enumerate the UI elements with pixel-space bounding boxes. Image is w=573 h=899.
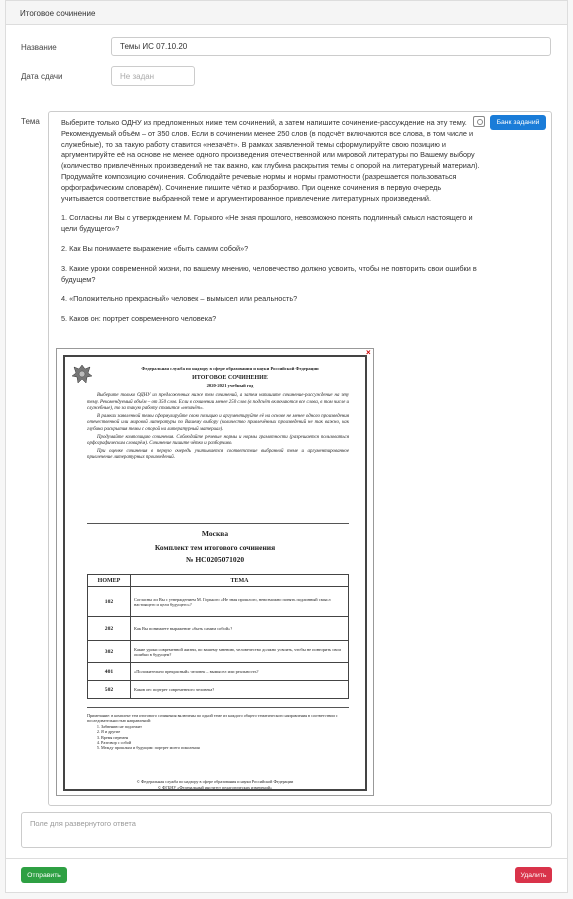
document-note-text: Примечание: в комплект тем итогового сочинения включены по одной теме из каждого общего тематического направления в соответствии с последовательностью направлений: — [87, 713, 338, 724]
panel-title: Итоговое сочинение — [6, 1, 567, 25]
essay-panel — [5, 0, 568, 893]
document-intro-4: При оценке сочинения в первую очередь учитывается соответствие выбранной теме и аргументированное привлечение литературных произведений. — [87, 448, 349, 461]
document-title: ИТОГОВОЕ СОЧИНЕНИЕ — [192, 375, 268, 381]
camera-icon[interactable] — [473, 116, 485, 127]
document-footer — [65, 779, 365, 790]
table-row — [88, 587, 349, 617]
document-intro-2: В рамках заявленной темы сформулируйте свою позицию и аргументируйте её на основе не менее одного произведения отечественной или мировой литературы по Вашему выбору (количество привлечённых произведений не так важно, как глубина раскрытия темы с опорой на литературный материал). — [87, 413, 349, 432]
document-kit: Комплект тем итогового сочинения — [154, 543, 276, 552]
list-item: 1. Забвению не подлежит — [101, 724, 349, 729]
list-item: 2. Я и другие — [101, 729, 349, 734]
document-year: 2020-2021 учебный год — [206, 383, 254, 388]
document-footer-1: © Федеральная служба по надзору в сфере образования и науки Российской Федерации — [136, 779, 294, 784]
divider — [6, 858, 567, 859]
table-cell-topic: Как Вы понимаете выражение «быть самим собой»? — [131, 617, 349, 641]
directions-list — [87, 724, 349, 751]
due-date-input[interactable]: Не задан — [111, 66, 195, 86]
table-cell-topic: «Положительно прекрасный» человек – вымысел или реальность? — [131, 663, 349, 681]
emblem-icon — [71, 363, 93, 387]
table-cell-topic: Согласны ли Вы с утверждением М. Горького «Не зная прошлого, невозможно понять подлинный смысл настоящего и цели будущего»? — [131, 587, 349, 617]
table-row — [88, 663, 349, 681]
name-label: Название — [21, 43, 57, 52]
document-intro-1: Выберите только ОДНУ из предложенных ниже тем сочинений, а затем напишите сочинение-рассуждение на эту тему. Рекомендуемый объём – от 350 слов. Если в сочинении менее 250 слов (в подсчёт включаются все слова, в том числе и служебные), то за такую работу ставится «незачёт». — [87, 393, 349, 412]
table-row — [88, 681, 349, 699]
document-page — [63, 355, 367, 791]
document-footer-2: © ФГБНУ «Федеральный институт педагогических измерений» — [157, 784, 273, 790]
task-text — [61, 118, 481, 334]
divider — [87, 707, 349, 708]
document-intro-3: Продумайте композицию сочинения. Соблюдайте речевые нормы и нормы грамотности (разрешается пользоваться орфографическим словарём). Сочинение пишите чётко и разборчиво. — [87, 434, 349, 447]
document-note — [87, 713, 349, 751]
topic-item-2: 2. Как Вы понимаете выражение «быть самим собой»? — [61, 243, 249, 253]
list-item: 4. Разговор с собой — [101, 740, 349, 745]
close-icon[interactable]: × — [366, 348, 371, 357]
list-item: 5. Между прошлым и будущим: портрет моего поколения — [101, 745, 349, 750]
document-kit-number: № НС0205071020 — [185, 555, 245, 564]
document-image — [56, 348, 374, 796]
name-input[interactable]: Темы ИС 07.10.20 — [111, 37, 551, 56]
topic-item-1: 1. Согласны ли Вы с утверждением М. Горького «Не зная прошлого, невозможно понять подлинный смысл настоящего и цели будущего»? — [61, 213, 473, 234]
table-cell-number: 401 — [88, 663, 131, 681]
column-header-number: НОМЕР — [88, 575, 131, 587]
answer-textarea[interactable]: Поле для развернутого ответа — [21, 812, 552, 848]
send-button[interactable]: Отправить — [21, 867, 67, 883]
table-cell-number: 202 — [88, 617, 131, 641]
table-cell-number: 502 — [88, 681, 131, 699]
topic-item-5: 5. Каков он: портрет современного человека? — [61, 314, 217, 324]
table-cell-number: 102 — [88, 587, 131, 617]
delete-button[interactable]: Удалить — [515, 867, 552, 883]
table-row — [88, 617, 349, 641]
due-date-label: Дата сдачи — [21, 72, 63, 81]
table-header-row — [88, 575, 349, 587]
table-cell-number: 302 — [88, 641, 131, 663]
table-cell-topic: Каков он: портрет современного человека? — [131, 681, 349, 699]
document-org: Федеральная служба по надзору в сфере образования и науки Российской Федерации — [141, 366, 319, 371]
topic-label: Тема — [21, 117, 40, 126]
task-bank-button[interactable]: Банк заданий — [490, 115, 546, 130]
column-header-topic: ТЕМА — [131, 575, 349, 587]
document-city: Москва — [201, 529, 229, 538]
divider — [87, 523, 349, 524]
table-row — [88, 641, 349, 663]
task-intro: Выберите только ОДНУ из предложенных ниже тем сочинений, а затем напишите сочинение-рассуждение на эту тему. Рекомендуемый объём – от 350 слов. Если в сочинении менее 250 слов (в подсчёт включаются все слова, в том числе и служебные), то за такую работу ставится «незачёт». В рамках заявленной темы сформулируйте свою позицию и аргументируйте её на основе не менее одного произведения отечественной или мировой литературы по Вашему выбору (количество привлечённых произведений не так важно, как глубина раскрытия темы с опорой на литературный материал). Продумайте композицию сочинения. Соблюдайте речевые нормы и нормы грамотности (разрешается пользоваться орфографическим словарём). Сочинение пишите чётко и разборчиво. При оценке сочинения в первую очередь учитывается соответствие выбранной теме и аргументированное привлечение литературных произведений. — [61, 118, 480, 203]
topic-editor[interactable] — [48, 111, 552, 806]
topic-item-3: 3. Какие уроки современной жизни, по вашему мнению, человечество должно усвоить, чтобы не повторить свои ошибки в будущем? — [61, 263, 477, 284]
topics-table — [87, 574, 349, 699]
topic-item-4: 4. «Положительно прекрасный» человек – вымысел или реальность? — [61, 294, 298, 304]
table-cell-topic: Какие уроки современной жизни, по вашему мнению, человечество должно усвоить, чтобы не повторить свои ошибки в будущем? — [131, 641, 349, 663]
list-item: 3. Время перемен — [101, 735, 349, 740]
document-intro — [87, 393, 349, 463]
